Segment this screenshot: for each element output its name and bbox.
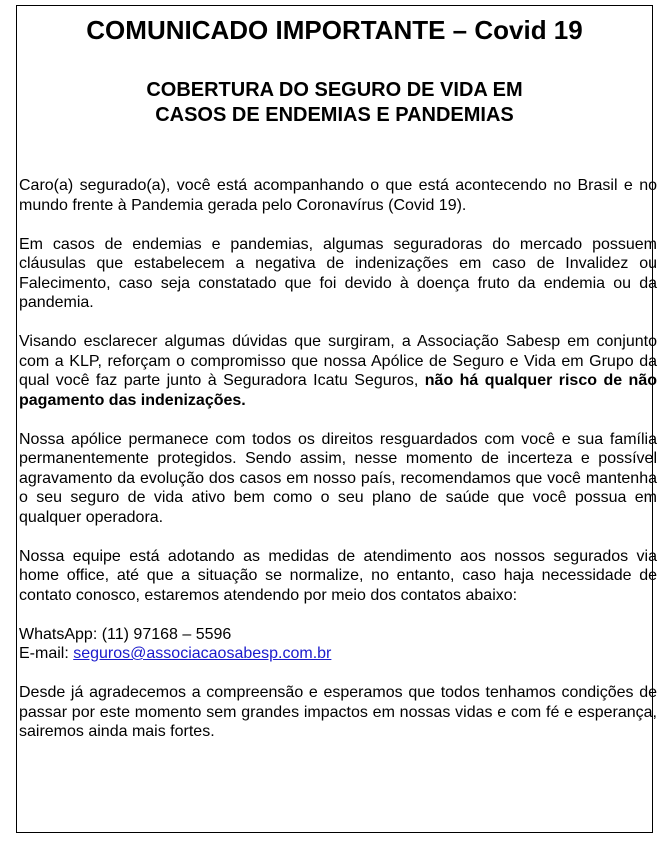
paragraph-apolice: Nossa apólice permanece com todos os direitos resguardados com você e sua família permanentemente protegidos. Sendo assim, nesse momento de incerteza e possível agravamento da evolução dos casos em nosso país, recomendamos que você mantenha o seu seguro de vida ativo bem como o seu plano de saúde que você possua em qualquer operadora. (19, 430, 657, 526)
page-subtitle (17, 78, 652, 128)
paragraph-compromisso (19, 332, 657, 410)
paragraph-compromisso-bold: não há qualquer risco de não pagamento das indenizações. (19, 372, 658, 409)
email-link[interactable]: seguros@associacaosabesp.com.br (73, 645, 332, 662)
whatsapp-contact: WhatsApp: (11) 97168 – 5596 (19, 625, 232, 643)
paragraph-greeting: Caro(a) segurado(a), você está acompanhando o que está acontecendo no Brasil e no mundo frente à Pandemia gerada pelo Coronavírus (Covid 19). (19, 177, 657, 214)
document-page (16, 5, 658, 833)
subtitle-line-1: COBERTURA DO SEGURO DE VIDA EM (146, 79, 523, 101)
paragraph-endemias: Em casos de endemias e pandemias, algumas seguradoras do mercado possuem cláusulas que estabelecem a negativa de indenizações em caso de Invalidez ou Falecimento, caso seja constatado que foi devido à doença fruto da endemia ou da pandemia. (19, 235, 657, 311)
page-title: COMUNICADO IMPORTANTE – Covid 19 (86, 15, 583, 45)
paragraph-atendimento: Nossa equipe está adotando as medidas de atendimento aos nossos segurados via home office, até que a situação se normalize, no entanto, caso haja necessidade de contato conosco, estaremos atendendo por meio dos contatos abaixo: (19, 547, 657, 604)
paragraph-compromisso-text: Visando esclarecer algumas dúvidas que surgiram, a Associação Sabesp em conjunto com a KLP, reforçam o compromisso que nossa Apólice de Seguro e Vida em Grupo da qual você faz parte junto à Seguradora Icatu Seguros, (19, 333, 657, 389)
email-contact (19, 644, 657, 664)
document-body (19, 176, 657, 761)
email-label: E-mail: (19, 645, 74, 662)
paragraph-agradecimento: Desde já agradecemos a compreensão e esperamos que todos tenhamos condições de passar por este momento sem grandes impactos em nossas vidas e com fé e esperança, sairemos ainda mais fortes. (19, 684, 657, 740)
contacts-block (19, 625, 657, 664)
subtitle-line-2: CASOS DE ENDEMIAS E PANDEMIAS (155, 104, 514, 126)
